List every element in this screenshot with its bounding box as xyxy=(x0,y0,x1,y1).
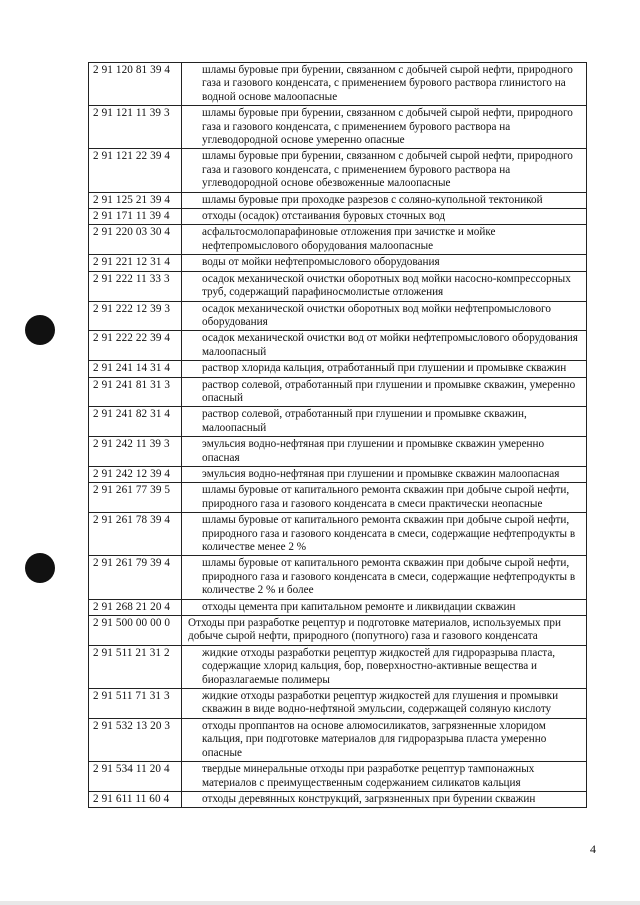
waste-description-cell: отходы (осадок) отстаивания буровых сточных вод xyxy=(182,209,587,225)
table-row xyxy=(89,331,587,361)
table-row xyxy=(89,466,587,482)
waste-description-cell: отходы деревянных конструкций, загрязненных при бурении скважин xyxy=(182,791,587,807)
table-row xyxy=(89,255,587,271)
waste-description-cell: шламы буровые при бурении, связанном с добычей сырой нефти, природного газа и газового конденсата, с применением бурового раствора глинистого на водной основе малоопасные xyxy=(182,63,587,106)
table-row xyxy=(89,225,587,255)
waste-description-cell: воды от мойки нефтепромыслового оборудования xyxy=(182,255,587,271)
waste-description-cell: шламы буровые при проходке разрезов с соляно-купольной тектоникой xyxy=(182,192,587,208)
waste-codes-table xyxy=(88,62,587,808)
waste-code-cell: 2 91 120 81 39 4 xyxy=(89,63,182,106)
waste-description-cell: отходы цемента при капитальном ремонте и ликвидации скважин xyxy=(182,599,587,615)
waste-code-cell: 2 91 222 12 39 3 xyxy=(89,301,182,331)
waste-code-cell: 2 91 500 00 00 0 xyxy=(89,616,182,646)
waste-code-cell: 2 91 241 82 31 4 xyxy=(89,407,182,437)
waste-description-cell: асфальтосмолопарафиновые отложения при зачистке и мойке нефтепромыслового оборудования малоопасные xyxy=(182,225,587,255)
waste-code-cell: 2 91 241 81 31 3 xyxy=(89,377,182,407)
waste-code-cell: 2 91 611 11 60 4 xyxy=(89,791,182,807)
waste-description-cell: раствор хлорида кальция, отработанный при глушении и промывке скважин xyxy=(182,361,587,377)
table-row xyxy=(89,271,587,301)
waste-code-cell: 2 91 242 11 39 3 xyxy=(89,437,182,467)
table-row xyxy=(89,483,587,513)
waste-code-cell: 2 91 242 12 39 4 xyxy=(89,466,182,482)
waste-code-cell: 2 91 220 03 30 4 xyxy=(89,225,182,255)
table-row xyxy=(89,149,587,192)
waste-description-cell: шламы буровые при бурении, связанном с добычей сырой нефти, природного газа и газового конденсата, с применением бурового раствора на углеводородной основе обезвоженные малоопасные xyxy=(182,149,587,192)
table-row xyxy=(89,513,587,556)
waste-description-cell: шламы буровые при бурении, связанном с добычей сырой нефти, природного газа и газового конденсата, с применением бурового раствора на углеводородной основе умеренно опасные xyxy=(182,106,587,149)
punch-hole xyxy=(25,315,55,345)
table-row xyxy=(89,689,587,719)
table-row xyxy=(89,599,587,615)
waste-code-cell: 2 91 532 13 20 3 xyxy=(89,718,182,761)
waste-description-cell: осадок механической очистки оборотных вод мойки насосно-компрессорных труб, содержащий парафиносмолистые отложения xyxy=(182,271,587,301)
waste-description-cell: эмульсия водно-нефтяная при глушении и промывке скважин умеренно опасная xyxy=(182,437,587,467)
waste-code-cell: 2 91 261 78 39 4 xyxy=(89,513,182,556)
waste-description-cell: твердые минеральные отходы при разработке рецептур тампонажных материалов с преимущественным содержанием силикатов кальция xyxy=(182,762,587,792)
waste-code-cell: 2 91 171 11 39 4 xyxy=(89,209,182,225)
page-number: 4 xyxy=(590,842,596,856)
waste-description-cell: жидкие отходы разработки рецептур жидкостей для гидроразрыва пласта, содержащие хлорид кальция, бор, поверхностно-активные вещества и биоразлагаемые полимеры xyxy=(182,645,587,688)
table-body xyxy=(89,63,587,808)
waste-description-cell: раствор солевой, отработанный при глушении и промывке скважин, малоопасный xyxy=(182,407,587,437)
waste-code-cell: 2 91 121 11 39 3 xyxy=(89,106,182,149)
table-row xyxy=(89,192,587,208)
table-row xyxy=(89,718,587,761)
table-row xyxy=(89,106,587,149)
table-row xyxy=(89,762,587,792)
waste-description-cell: осадок механической очистки вод от мойки нефтепромыслового оборудования малоопасный xyxy=(182,331,587,361)
table-row xyxy=(89,791,587,807)
waste-code-cell: 2 91 511 21 31 2 xyxy=(89,645,182,688)
waste-code-cell: 2 91 511 71 31 3 xyxy=(89,689,182,719)
waste-description-cell: осадок механической очистки оборотных вод мойки нефтепромыслового оборудования xyxy=(182,301,587,331)
waste-description-cell: жидкие отходы разработки рецептур жидкостей для глушения и промывки скважин в виде водно-нефтяной эмульсии, содержащей соляную кислоту xyxy=(182,689,587,719)
waste-code-cell: 2 91 268 21 20 4 xyxy=(89,599,182,615)
table-row xyxy=(89,301,587,331)
table-row xyxy=(89,377,587,407)
table-row xyxy=(89,556,587,599)
waste-code-cell: 2 91 241 14 31 4 xyxy=(89,361,182,377)
table-row xyxy=(89,437,587,467)
waste-description-cell: шламы буровые от капитального ремонта скважин при добыче сырой нефти, природного газа и газового конденсата в смеси практически неопасные xyxy=(182,483,587,513)
waste-code-cell: 2 91 222 11 33 3 xyxy=(89,271,182,301)
table-row xyxy=(89,209,587,225)
waste-code-cell: 2 91 261 77 39 5 xyxy=(89,483,182,513)
table-row xyxy=(89,616,587,646)
punch-hole xyxy=(25,553,55,583)
waste-code-cell: 2 91 222 22 39 4 xyxy=(89,331,182,361)
waste-description-cell: раствор солевой, отработанный при глушении и промывке скважин, умеренно опасный xyxy=(182,377,587,407)
scan-edge xyxy=(0,901,640,905)
waste-description-cell: отходы проппантов на основе алюмосиликатов, загрязненные хлоридом кальция, при подготовке материалов для гидроразрыва пласта умеренно опасные xyxy=(182,718,587,761)
table-row xyxy=(89,645,587,688)
waste-code-cell: 2 91 261 79 39 4 xyxy=(89,556,182,599)
table-row xyxy=(89,361,587,377)
waste-description-cell: шламы буровые от капитального ремонта скважин при добыче сырой нефти, природного газа и газового конденсата в смеси, содержащие нефтепродукты в количестве 2 % и более xyxy=(182,556,587,599)
group-heading-cell: Отходы при разработке рецептур и подготовке материалов, используемых при добыче сырой нефти, природного (попутного) газа и газового конденсата xyxy=(182,616,587,646)
waste-description-cell: шламы буровые от капитального ремонта скважин при добыче сырой нефти, природного газа и газового конденсата в смеси, содержащие нефтепродукты в количестве менее 2 % xyxy=(182,513,587,556)
table-row xyxy=(89,407,587,437)
waste-description-cell: эмульсия водно-нефтяная при глушении и промывке скважин малоопасная xyxy=(182,466,587,482)
waste-code-cell: 2 91 221 12 31 4 xyxy=(89,255,182,271)
waste-code-cell: 2 91 121 22 39 4 xyxy=(89,149,182,192)
table-row xyxy=(89,63,587,106)
waste-code-cell: 2 91 125 21 39 4 xyxy=(89,192,182,208)
waste-code-cell: 2 91 534 11 20 4 xyxy=(89,762,182,792)
